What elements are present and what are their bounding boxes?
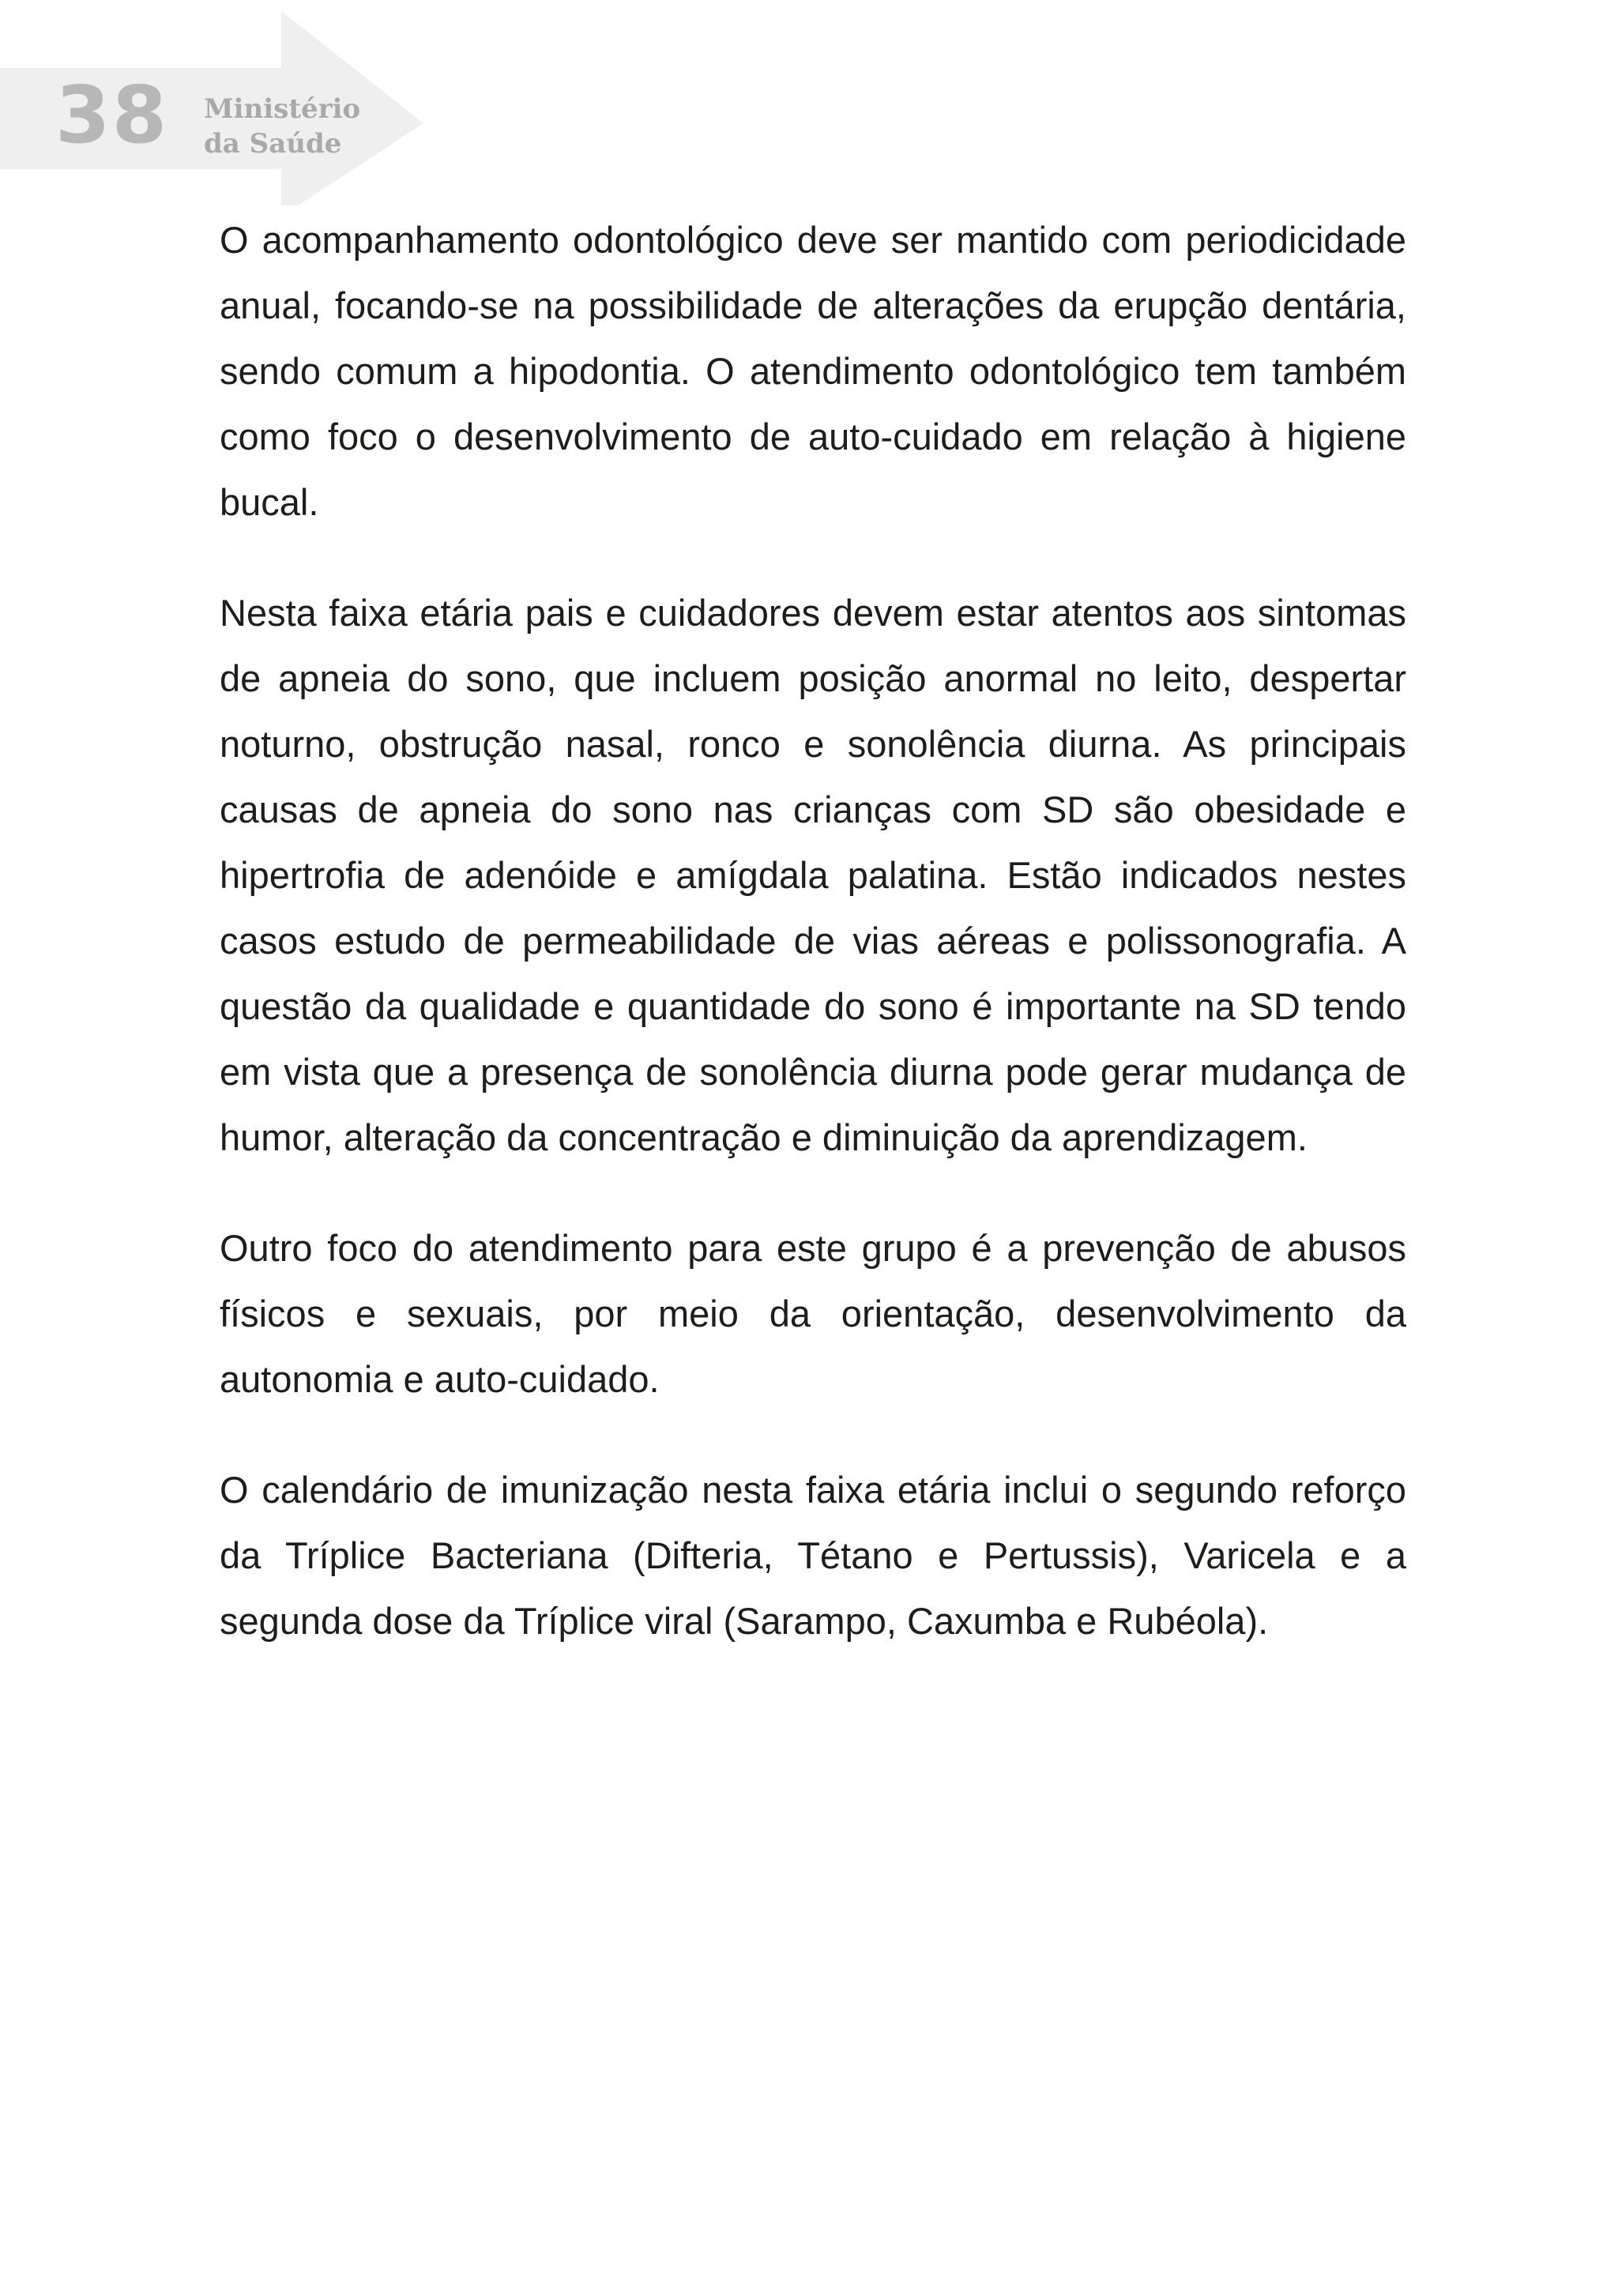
paragraph-2: Nesta faixa etária pais e cuidadores devem estar atentos aos sintomas de apneia do sono, que incluem posição anormal no leito, despertar noturno, obstrução nasal, ronco e sonolência diurna. As principais causas de apneia do sono nas crianças com SD são obesidade e hipertrofia de adenóide e amígdala palatina. Estão indicados nestes casos estudo de permeabilidade de vias aéreas e polissonografia. A questão da qualidade e quantidade do sono é importante na SD tendo em vista que a presença de sonolência diurna pode gerar mudança de humor, alteração da concentração e diminuição da aprendizagem.	[220, 592, 1406, 1158]
paragraph-1: O acompanhamento odontológico deve ser mantido com periodicidade anual, focando-se na possibilidade de alterações da erupção dentária, sendo comum a hipodontia. O atendimento odontológico tem também como foco o desenvolvimento de auto-cuidado em relação à higiene bucal.	[220, 219, 1406, 523]
page-header	[0, 0, 442, 205]
brand-line-2: da Saúde	[204, 128, 342, 160]
body-text	[220, 207, 1406, 1699]
paragraph-3: Outro foco do atendimento para este grupo é a prevenção de abusos físicos e sexuais, por meio da orientação, desenvolvimento da autonomia e auto-cuidado.	[220, 1227, 1406, 1400]
page-number: 38	[55, 69, 169, 161]
brand-line-1: Ministério	[204, 93, 361, 125]
paragraph-4: O calendário de imunização nesta faixa etária inclui o segundo reforço da Tríplice Bacteriana (Difteria, Tétano e Pertussis), Varicela e a segunda dose da Tríplice viral (Sarampo, Caxumba e Rubéola).	[220, 1469, 1406, 1642]
brand-logo-text	[204, 92, 360, 161]
